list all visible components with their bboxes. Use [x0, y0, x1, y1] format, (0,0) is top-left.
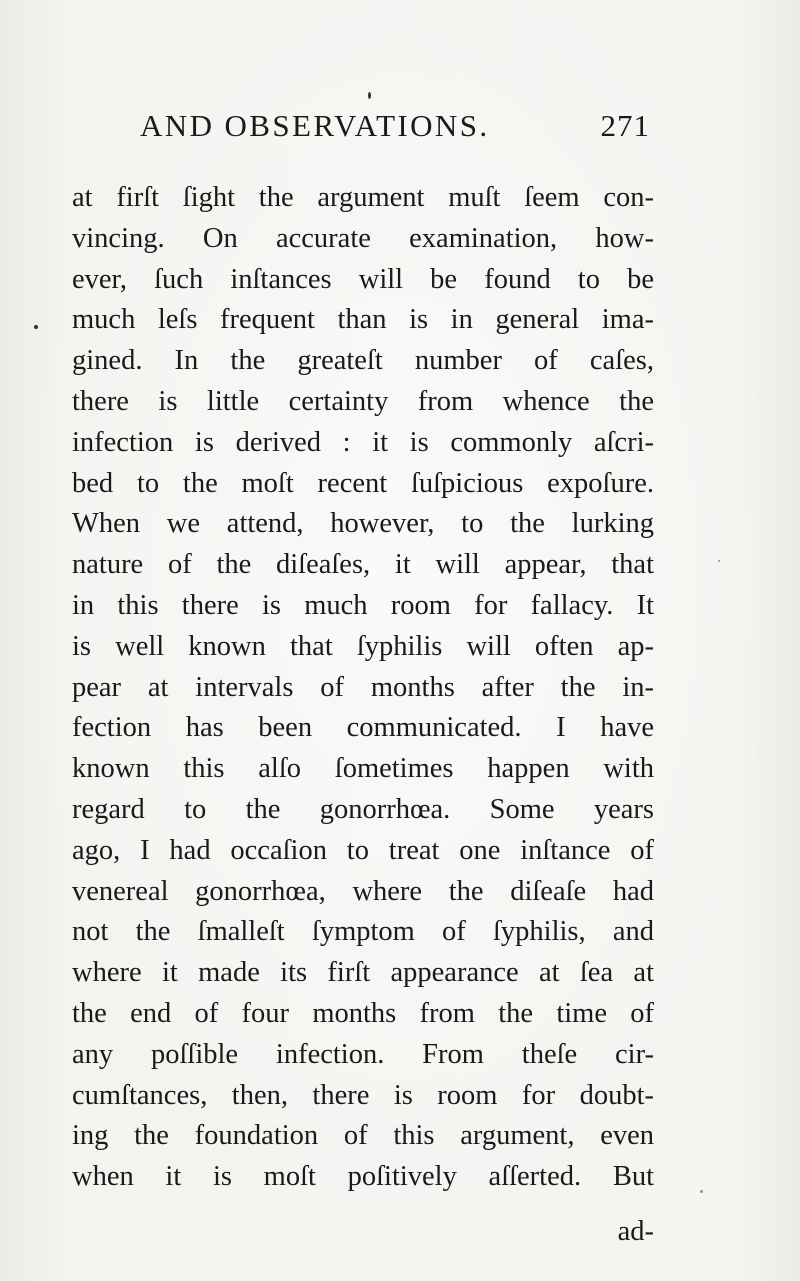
text-line: any poſſible infection. From theſe cir- — [72, 1038, 654, 1070]
text-line: where it made its firſt appearance at ſea at — [72, 957, 654, 989]
text-line: much leſs frequent than is in general ima- — [72, 304, 654, 336]
paper-speck — [368, 92, 371, 99]
text-line: When we attend, however, to the lurking — [72, 508, 654, 540]
text-line: is well known that ſyphilis will often ap- — [72, 630, 654, 662]
text-line: when it is moſt poſitively aſſerted. But — [72, 1161, 654, 1193]
text-line: the end of four months from the time of — [72, 997, 654, 1029]
text-line: nature of the diſeaſes, it will appear, that — [72, 549, 654, 581]
text-line: in this there is much room for fallacy. It — [72, 589, 654, 621]
running-header — [140, 108, 650, 148]
text-line: infection is derived : it is commonly aſcri- — [72, 426, 654, 458]
body-text — [72, 178, 654, 1198]
text-line: ever, ſuch inſtances will be found to be — [72, 263, 654, 295]
text-line: ago, I had occaſion to treat one inſtance of — [72, 834, 654, 866]
text-line: not the ſmalleſt ſymptom of ſyphilis, and — [72, 916, 654, 948]
text-line: vincing. On accurate examination, how- — [72, 222, 654, 254]
running-title: AND OBSERVATIONS. — [140, 108, 490, 143]
text-line: pear at intervals of months after the in- — [72, 671, 654, 703]
text-line: ing the foundation of this argument, even — [72, 1120, 654, 1152]
text-line: gined. In the greateſt number of caſes, — [72, 345, 654, 377]
text-line: regard to the gonorrhœa. Some years — [72, 793, 654, 825]
page-number: 271 — [600, 108, 650, 143]
paper-speck — [700, 1190, 703, 1193]
text-line: fection has been communicated. I have — [72, 712, 654, 744]
text-line: venereal gonorrhœa, where the diſeaſe had — [72, 875, 654, 907]
text-line: known this alſo ſometimes happen with — [72, 753, 654, 785]
catchword: ad- — [617, 1216, 654, 1247]
text-line: bed to the moſt recent ſuſpicious expoſure. — [72, 467, 654, 499]
paper-speck — [718, 560, 720, 562]
text-line: cumſtances, then, there is room for doubt- — [72, 1079, 654, 1111]
text-line: at firſt ſight the argument muſt ſeem con- — [72, 182, 654, 213]
text-line: there is little certainty from whence the — [72, 385, 654, 417]
paper-speck — [34, 325, 38, 329]
